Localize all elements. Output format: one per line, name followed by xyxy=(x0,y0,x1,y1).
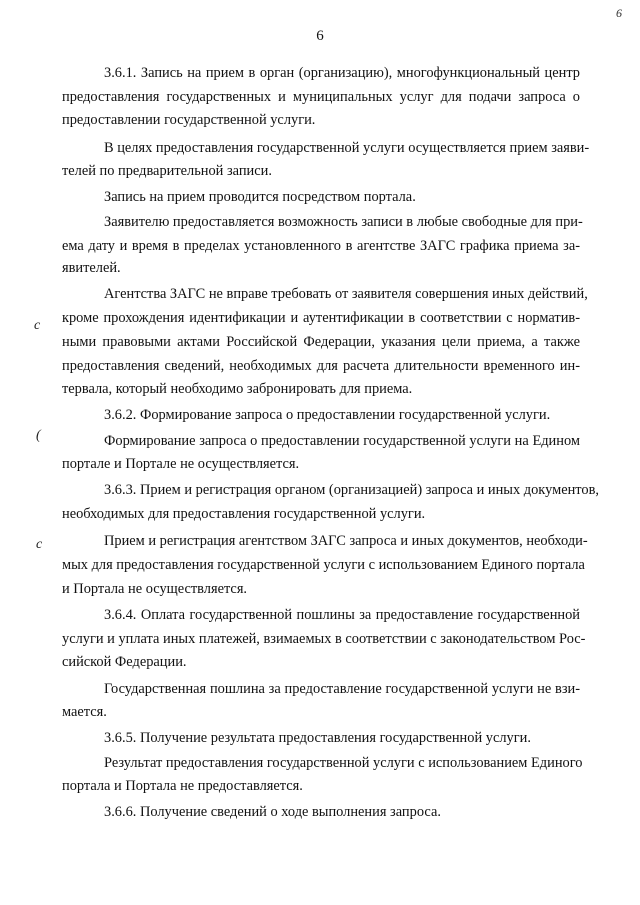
text-line: тервала, который необходимо забронировать для приема. xyxy=(62,381,413,397)
text-line: необходимых для предоставления государственной услуги. xyxy=(62,506,426,522)
page-number: 6 xyxy=(316,28,324,44)
text-line: явителей. xyxy=(62,260,121,276)
handwritten-page-mark: 6 xyxy=(616,6,622,20)
text-line: услуги и уплата иных платежей, взимаемых в соответствии с законодательством Рос- xyxy=(62,631,586,647)
text-line: 3.6.1. Запись на прием в орган (организацию), многофункциональный центр xyxy=(104,65,580,81)
text-line: 3.6.3. Прием и регистрация органом (организацией) запроса и иных документов, xyxy=(104,482,599,498)
text-line: Результат предоставления государственной услуги с использованием Единого xyxy=(104,755,583,771)
text-line: кроме прохождения идентификации и аутентификации в соответствии с норматив- xyxy=(62,310,580,326)
margin-scan-mark: c xyxy=(36,537,43,552)
text-line: Агентства ЗАГС не вправе требовать от заявителя совершения иных действий, xyxy=(104,286,588,302)
text-line: ема дату и время в пределах установленного в агентстве ЗАГС графика приема за- xyxy=(62,238,580,254)
text-line: и Портала не осуществляется. xyxy=(62,581,248,597)
text-line: Формирование запроса о предоставлении государственной услуги на Едином xyxy=(104,433,580,449)
text-line: 3.6.4. Оплата государственной пошлины за предоставление государственной xyxy=(104,607,580,623)
text-line: Запись на прием проводится посредством портала. xyxy=(104,189,416,205)
text-line: телей по предварительной записи. xyxy=(62,163,272,179)
text-line: Заявителю предоставляется возможность записи в любые свободные для при- xyxy=(104,214,583,230)
text-line: мых для предоставления государственной услуги с использованием Единого портала xyxy=(62,557,585,573)
text-line: предоставления сведений, необходимых для расчета длительности временного ин- xyxy=(62,358,580,374)
text-line: Прием и регистрация агентством ЗАГС запроса и иных документов, необходи- xyxy=(104,533,588,549)
text-line: 3.6.5. Получение результата предоставления государственной услуги. xyxy=(104,730,531,746)
text-line: мается. xyxy=(62,704,107,720)
text-line: 3.6.6. Получение сведений о ходе выполнения запроса. xyxy=(104,804,441,820)
text-line: сийской Федерации. xyxy=(62,654,187,670)
text-line: В целях предоставления государственной услуги осуществляется прием заяви- xyxy=(104,140,590,156)
text-line: предоставления государственных и муниципальных услуг для подачи запроса о xyxy=(62,89,580,105)
text-line: Государственная пошлина за предоставление государственной услуги не взи- xyxy=(104,681,580,697)
text-line: предоставлении государственной услуги. xyxy=(62,112,316,128)
text-line: 3.6.2. Формирование запроса о предоставлении государственной услуги. xyxy=(104,407,551,423)
text-line: портале и Портале не осуществляется. xyxy=(62,456,300,472)
text-line: портала и Портала не предоставляется. xyxy=(62,778,303,794)
margin-scan-mark: c xyxy=(34,318,41,333)
text-line: ными правовыми актами Российской Федерации, указания цели приема, а также xyxy=(62,334,580,350)
margin-scan-mark: ( xyxy=(36,428,41,443)
